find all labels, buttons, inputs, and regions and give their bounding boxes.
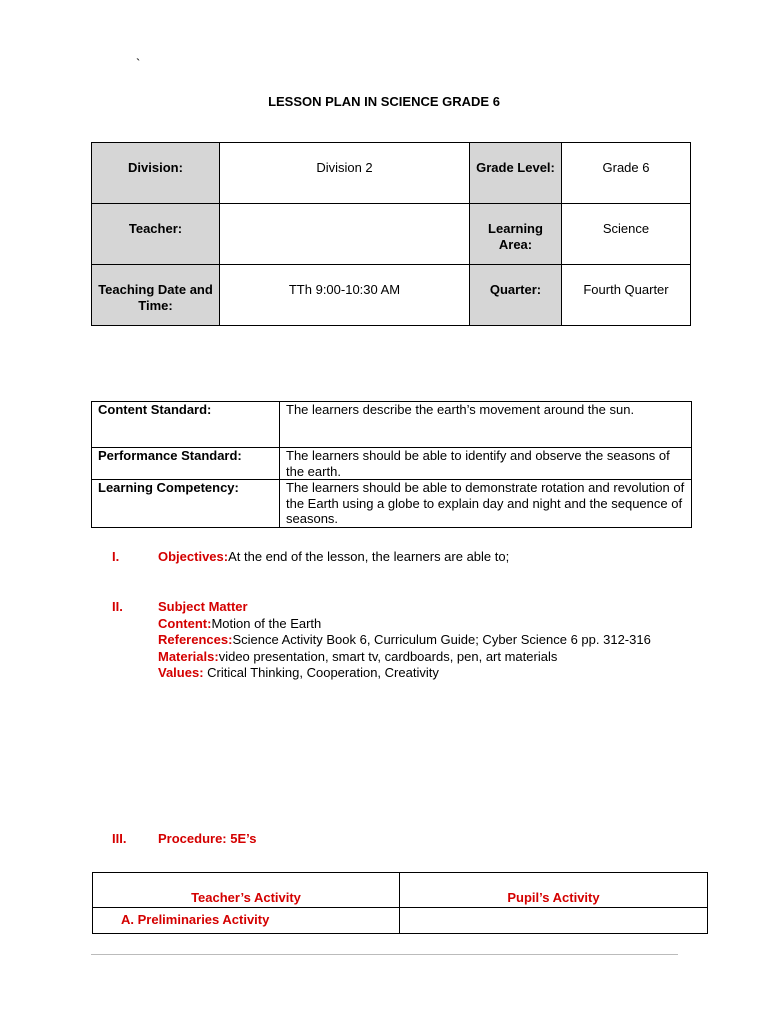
objectives-heading: Objectives: <box>158 549 229 564</box>
stray-mark: ` <box>136 56 141 71</box>
section-number-subject: II. <box>112 599 123 614</box>
performance-standard-label: Performance Standard: <box>92 448 280 480</box>
quarter-value-cell: Fourth Quarter <box>562 265 691 326</box>
grade-label-cell: Grade Level: <box>470 143 562 204</box>
procedure-heading: Procedure: 5E’s <box>158 831 257 846</box>
references-line: References:Science Activity Book 6, Curriculum Guide; Cyber Science 6 pp. 312-316 <box>158 632 651 647</box>
teacher-activity-header: Teacher’s Activity <box>93 873 400 908</box>
learning-competency-label: Learning Competency: <box>92 480 280 528</box>
content-standard-label: Content Standard: <box>92 402 280 448</box>
content-line: Content:Motion of the Earth <box>158 615 322 631</box>
teacher-label-cell: Teacher: <box>92 204 220 265</box>
pupil-activity-header: Pupil’s Activity <box>400 873 708 908</box>
division-label-cell: Division: <box>92 143 220 204</box>
grade-value-cell: Grade 6 <box>562 143 691 204</box>
pupil-activity-cell <box>400 908 708 934</box>
date-label-cell: Teaching Date and Time: <box>92 265 220 326</box>
page-title: LESSON PLAN IN SCIENCE GRADE 6 <box>268 94 500 109</box>
page-footer-divider <box>91 954 678 955</box>
procedure-table <box>92 872 708 934</box>
division-value-cell: Division 2 <box>220 143 470 204</box>
area-label-cell: Learning Area: <box>470 204 562 265</box>
objectives-line <box>158 549 668 566</box>
date-value-cell: TTh 9:00-10:30 AM <box>220 265 470 326</box>
preliminaries-activity-row: A. Preliminaries Activity <box>93 908 400 934</box>
subject-matter-heading: Subject Matter <box>158 599 248 614</box>
values-line: Values: Critical Thinking, Cooperation, Creativity <box>158 665 439 680</box>
section-number-objectives: I. <box>112 549 120 564</box>
objectives-text: At the end of the lesson, the learners are able to; <box>228 549 510 564</box>
content-standard-text: The learners describe the earth’s movement around the sun. <box>280 402 692 448</box>
subject-matter-block <box>158 599 668 682</box>
performance-standard-text: The learners should be able to identify and observe the seasons of the earth. <box>280 448 692 480</box>
area-value-cell: Science <box>562 204 691 265</box>
section-number-procedure: III. <box>112 831 127 846</box>
learning-competency-text: The learners should be able to demonstrate rotation and revolution of the Earth using a globe to explain day and night and the sequence of seasons. <box>280 480 692 528</box>
materials-line: Materials:video presentation, smart tv, cardboards, pen, art materials <box>158 648 558 664</box>
teacher-value-cell <box>220 204 470 265</box>
quarter-label-cell: Quarter: <box>470 265 562 326</box>
standards-table <box>91 401 692 528</box>
lesson-info-table <box>91 142 691 326</box>
